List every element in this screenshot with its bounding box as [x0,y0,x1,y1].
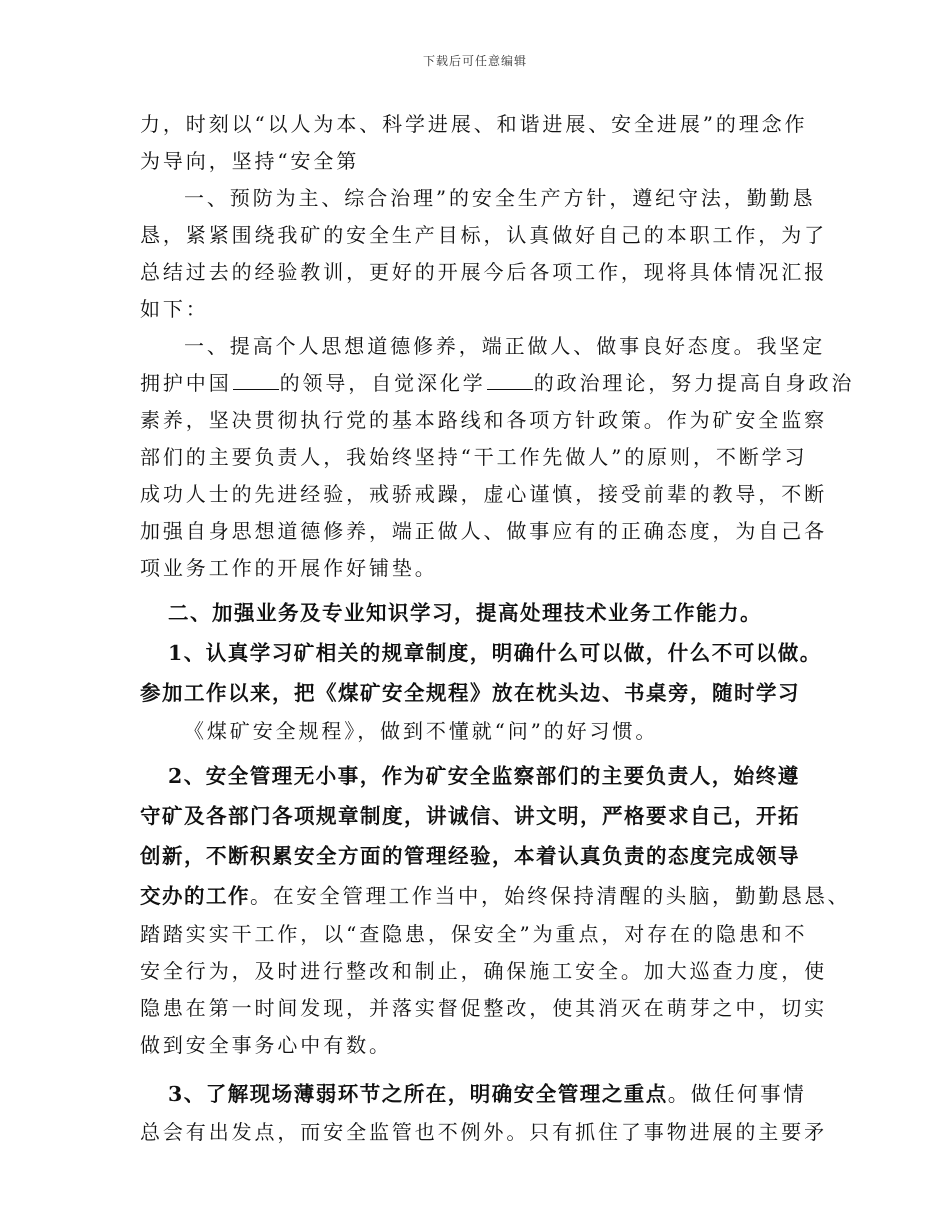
text-segment: 的领导，自觉深化学 [279,371,486,395]
text-line: 隐患在第一时间发现，并落实督促整改，使其消灭在萌芽之中，切实 [140,996,827,1020]
text-segment-bold: 3、了解现场薄弱环节之所在，明确安全管理之重点 [168,1082,668,1106]
text-segment: 拥护中国 [140,371,232,395]
text-segment: 的政治理论，努力提高自身政治 [533,371,855,395]
text-line: 一、预防为主、综合治理”的安全生产方针，遵纪守法，勤勤恳 [184,186,816,210]
text-line: 参加工作以来，把《煤矿安全规程》放在枕头边、书桌旁，随时学习 [140,681,800,705]
text-line: 恳，紧紧围绕我矿的安全生产目标，认真做好自己的本职工作，为了 [140,223,827,247]
text-line: 踏踏实实干工作，以“查隐患，保安全”为重点，对存在的隐患和不 [140,922,808,946]
text-line: 项业务工作的开展作好铺垫。 [140,556,438,580]
text-line: 部们的主要负责人，我始终坚持“干工作先做人”的原则，不断学习 [140,445,808,469]
text-line: 《煤矿安全规程》，做到不懂就“问”的好习惯。 [184,719,659,743]
text-line [140,365,855,402]
text-line: 力，时刻以“以人为本、科学进展、和谐进展、安全进展”的理念作 [140,112,808,136]
document-body [140,106,855,1151]
text-line: 1、认真学习矿相关的规章制度，明确什么可以做，什么不可以做。 [168,641,822,665]
text-line: 素养，坚决贯彻执行党的基本路线和各项方针政策。作为矿安全监察 [140,408,827,432]
blank-underline [487,371,533,390]
text-line: 守矿及各部门各项规章制度，讲诚信、讲文明，严格要求自己，开拓 [140,804,800,828]
text-line [140,1074,824,1114]
text-segment: 。在安全管理工作当中，始终保持清醒的头脑，勤勤恳恳、 [250,884,851,908]
page-header: 下载后可任意编辑 [422,54,527,68]
text-line: 总结过去的经验教训，更好的开展今后各项工作，现将具体情况汇报 [140,260,827,284]
text-line: 总会有出发点，而安全监管也不例外。只有抓住了事物进展的主要矛 [140,1120,827,1144]
text-line: 创新，不断积累安全方面的管理经验，本着认真负责的态度完成领导 [140,844,800,868]
section-heading: 二、加强业务及专业知识学习，提高处理技术业务工作能力。 [168,601,762,625]
text-line: 一、提高个人思想道德修养，端正做人、做事良好态度。我坚定 [184,334,826,358]
text-line: 做到安全事务心中有数。 [140,1033,392,1057]
text-line: 加强自身思想道德修养，端正做人、做事应有的正确态度，为自己各 [140,519,827,543]
blank-underline [233,371,279,390]
text-line: 2、安全管理无小事，作为矿安全监察部们的主要负责人，始终遵 [168,764,800,788]
text-segment-bold: 交办的工作 [140,884,250,908]
text-line: 如下： [140,297,209,321]
text-segment: 。做任何事情 [667,1082,807,1106]
text-line: 成功人士的先进经验，戒骄戒躁，虚心谨慎，接受前辈的教导，不断 [140,482,827,506]
text-line: 安全行为，及时进行整改和制止，确保施工安全。加大巡查力度，使 [140,959,827,983]
text-line [140,876,851,916]
text-line: 为导向，坚持“安全第 [140,149,360,173]
